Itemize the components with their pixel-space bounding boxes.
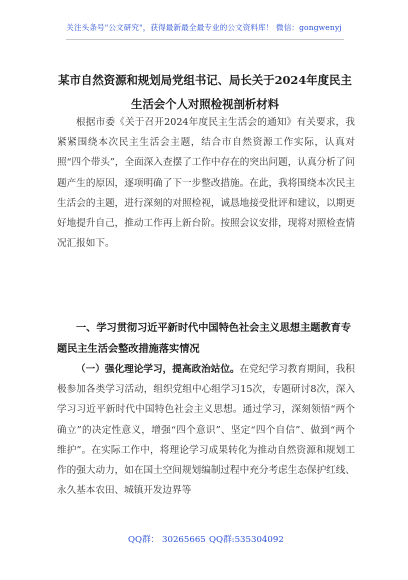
header-divider: [66, 39, 344, 40]
intro-paragraph: 根据市委《关于召开2024年度民主生活会的通知》有关要求，我紧紧围绕本次民主生活会主题，结合市自然资源工作实际，认真对照“四个带头”，全面深入查摆了工作中存在的突出问题，认真分析了问题产生的原因，逐项明确了下一步整改措施。在此，我将围绕本次民主生活会的主题，进行深刻的对照检视，诚恳地接受批评和建议，以期更好地提升自己，推动工作再上新台阶。按照会议安排，现将对照检查情况汇报如下。: [57, 117, 355, 250]
subsection-1-paragraph: [57, 360, 355, 501]
section-1-heading: 一、学习贯彻习近平新时代中国特色社会主义思想主题教育专题民主生活会整改措施落实情况: [57, 322, 352, 355]
footer-qq-group-1: QQ群： 30265665: [128, 535, 206, 545]
document-title-line-1: 某市自然资源和规划局党组书记、局长关于2024年度民主: [58, 73, 352, 87]
subsection-1-lead: （一）强化理论学习，提高政治站位。: [76, 364, 240, 375]
footer-qq-group-2: QQ群:535304092: [209, 535, 284, 545]
document-title-line-2: 生活会个人对照检视剖析材料: [130, 97, 280, 111]
header-banner: 关注头条号"公文研究"，获得最新最全最专业的公文资料库！ 微信：gongwenyj: [66, 23, 342, 32]
subsection-1-body: 在党纪学习教育期间，我积极参加各类学习活动，组织党组中心组学习15次，专题研讨8次，深入学习习近平新时代中国特色社会主义思想。通过学习，深刻领悟“两个确立”的决定性意义，增强“四个意识”、坚定“四个自信”、做到“两个维护”。在实际工作中，将理论学习成果转化为推动自然资源和规划工作的强大动力，如在国土空间规划编制过程中充分考虑生态保护红线、永久基本农田、城镇开发边界等: [57, 364, 356, 497]
